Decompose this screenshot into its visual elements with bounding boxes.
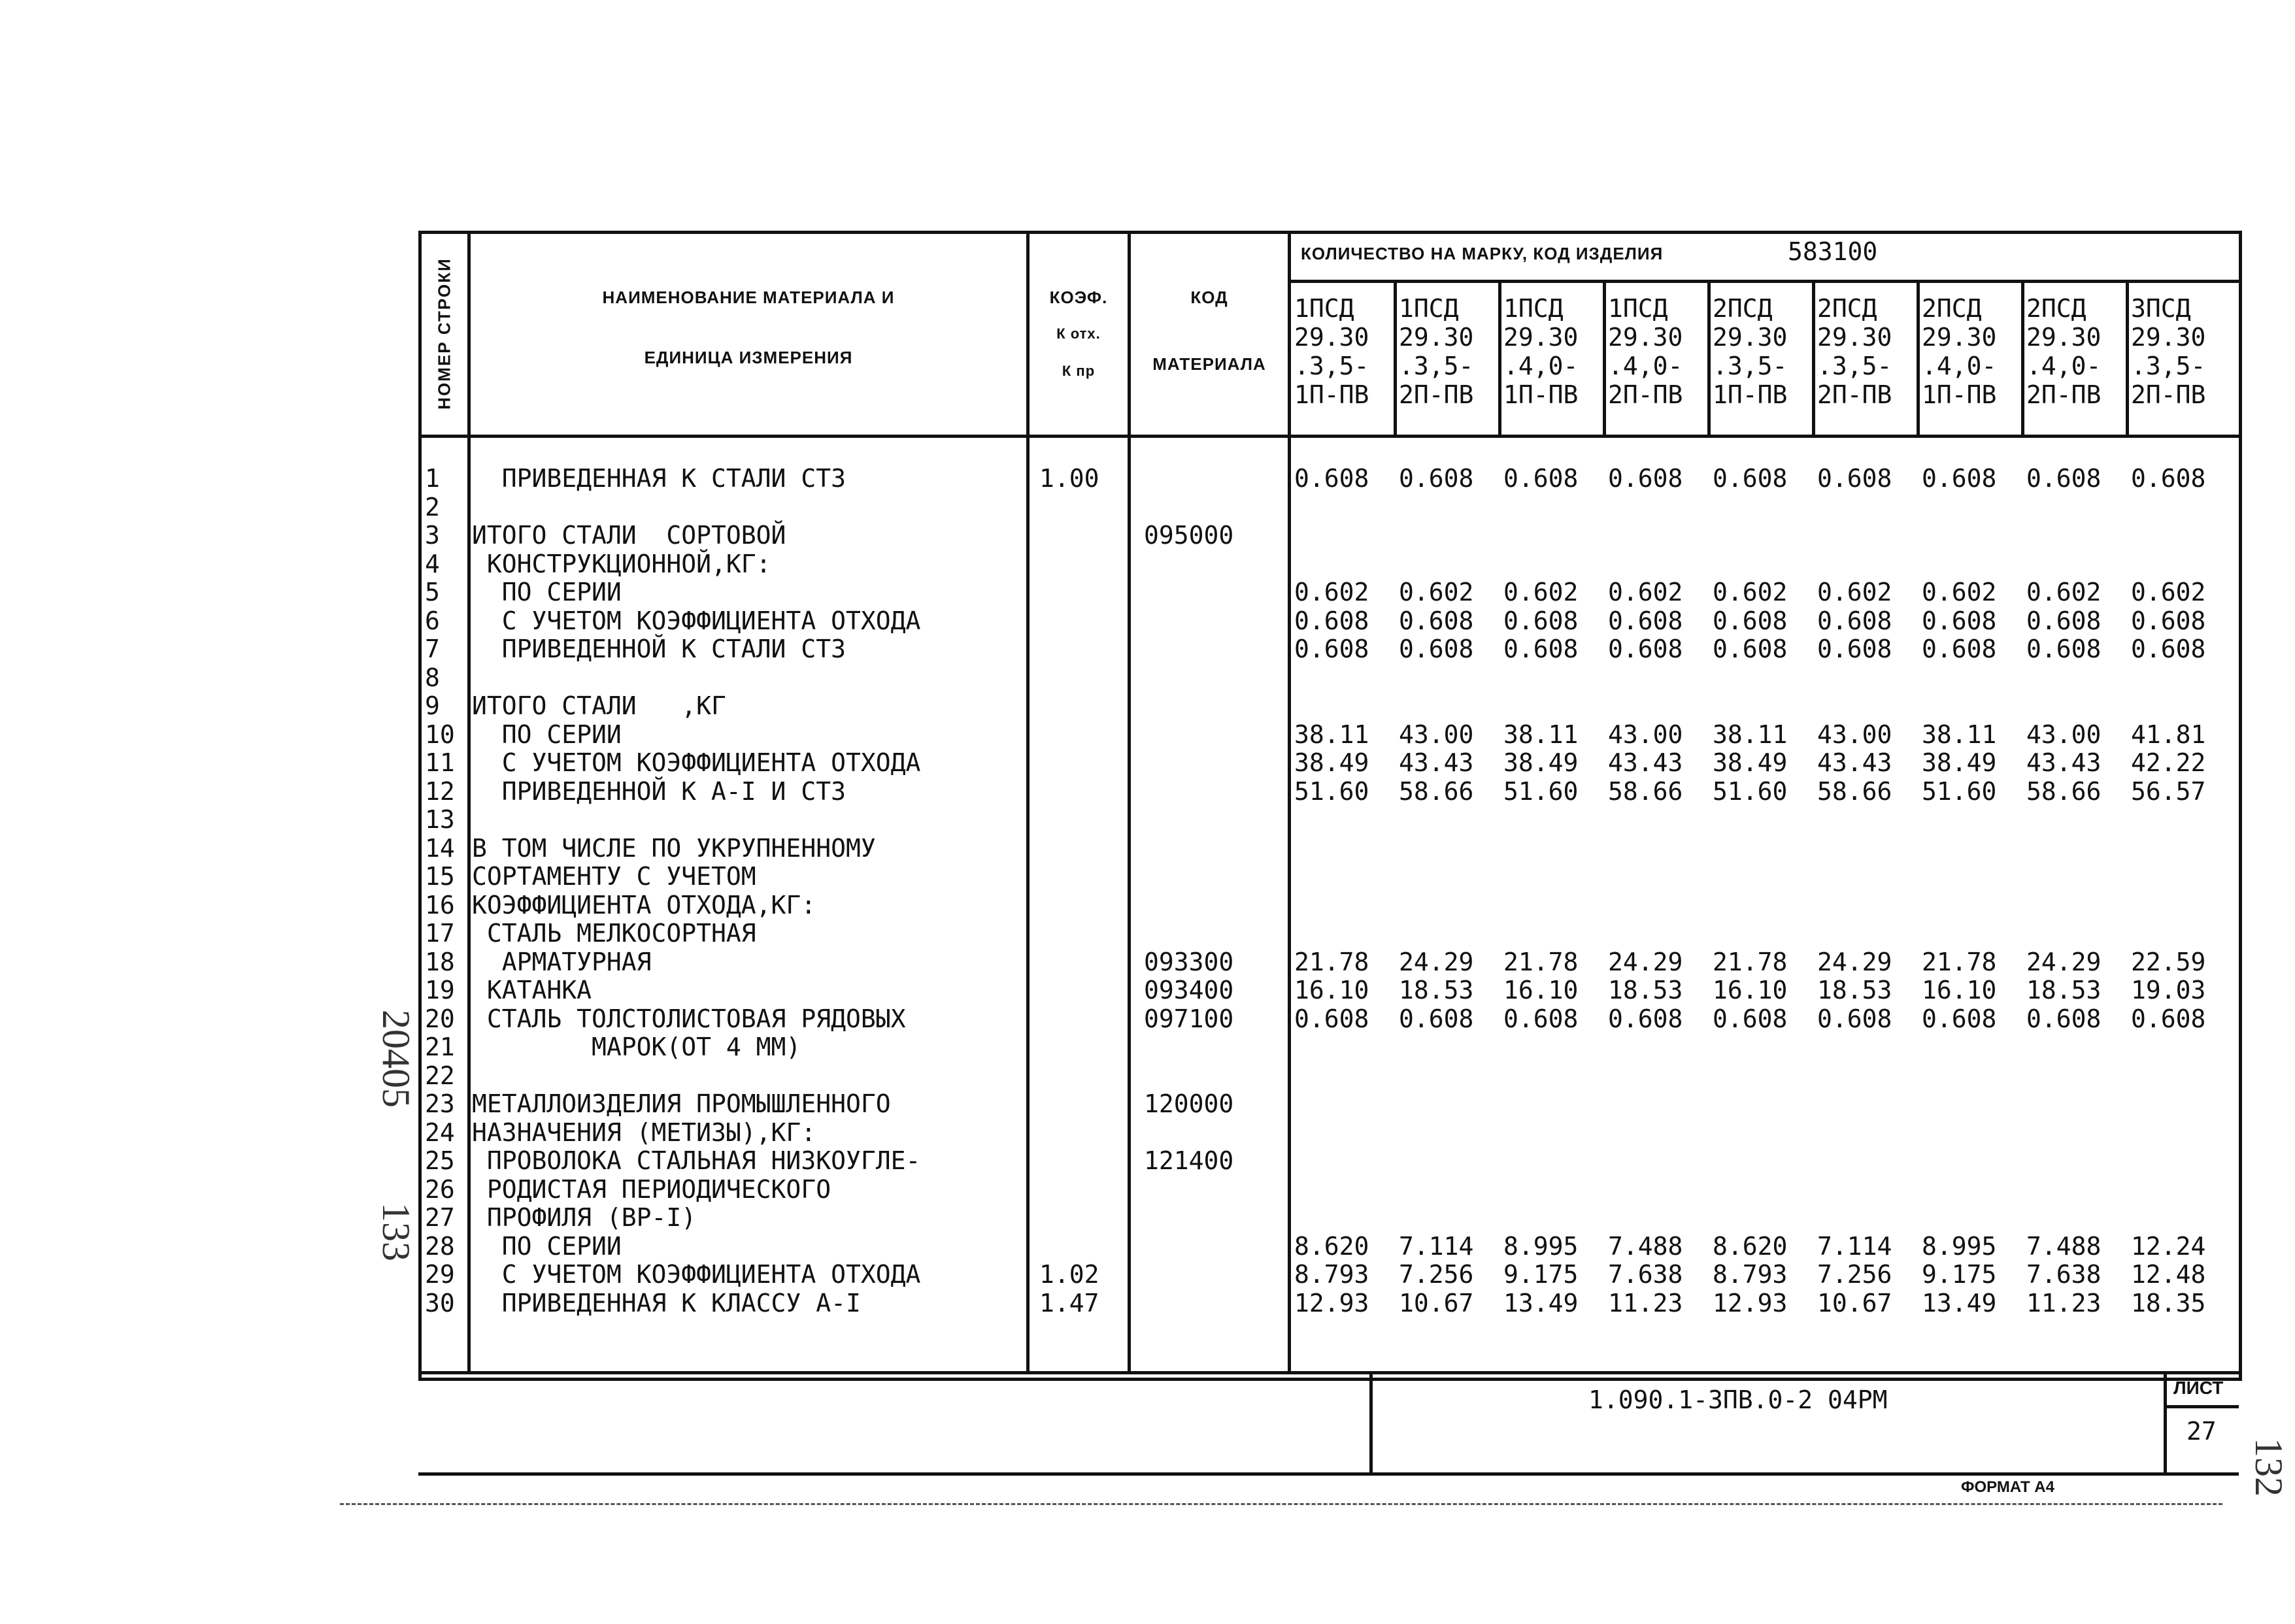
row-value: 10.67 (1817, 1288, 1892, 1317)
row-coef: 1.47 (1039, 1288, 1099, 1317)
row-number: 18 (425, 947, 455, 976)
row-name: МАРОК(ОТ 4 ММ) (472, 1033, 801, 1061)
header-code-line1: КОД (1190, 288, 1228, 307)
row-value: 0.608 (1817, 1004, 1892, 1033)
row-number: 7 (425, 635, 440, 663)
row-number: 17 (425, 919, 455, 948)
row-number: 10 (425, 720, 455, 749)
row-value: 38.49 (1922, 748, 1997, 777)
row-value: 51.60 (1713, 776, 1788, 806)
row-number: 30 (425, 1288, 455, 1317)
header-coef-line3: К пр (1062, 363, 1096, 379)
row-value: 38.11 (1713, 720, 1788, 749)
row-name: В ТОМ ЧИСЛЕ ПО УКРУПНЕННОМУ (472, 833, 876, 863)
row-value: 0.602 (2131, 578, 2206, 606)
row-value: 51.60 (1503, 776, 1579, 806)
row-number: 15 (425, 862, 455, 891)
row-value: 38.11 (1503, 720, 1579, 749)
row-name: МЕТАЛЛОИЗДЕЛИЯ ПРОМЫШЛЕННОГО (472, 1089, 891, 1118)
row-name: КАТАНКА (472, 976, 592, 1004)
header-row-number: НОМЕР СТРОКИ (434, 257, 454, 410)
mark-header: 1ПСД 29.30 .4,0- 1П-ПВ (1503, 294, 1579, 409)
row-value: 7.638 (2026, 1260, 2102, 1289)
row-code: 121400 (1144, 1146, 1234, 1175)
row-value: 0.602 (1399, 578, 1474, 606)
format-label: ФОРМАТ А4 (1961, 1478, 2054, 1496)
row-value: 0.608 (2026, 1004, 2102, 1033)
header-name-line2: ЕДИНИЦА ИЗМЕРЕНИЯ (644, 348, 853, 367)
row-value: 8.620 (1713, 1231, 1788, 1261)
row-value: 0.608 (2131, 635, 2206, 663)
col-divider-code (1288, 231, 1291, 1371)
mark-header: 3ПСД 29.30 .3,5- 2П-ПВ (2131, 294, 2206, 409)
row-value: 0.608 (1608, 1004, 1683, 1033)
row-value: 0.602 (1922, 578, 1997, 606)
row-value: 0.608 (1713, 1004, 1788, 1033)
row-name: ПО СЕРИИ (472, 1231, 622, 1261)
row-value: 38.11 (1922, 720, 1997, 749)
row-coef: 1.00 (1039, 464, 1099, 493)
row-value: 9.175 (1922, 1260, 1997, 1289)
header-name-line1: НАИМЕНОВАНИЕ МАТЕРИАЛА И (602, 288, 895, 307)
row-number: 26 (425, 1174, 455, 1204)
row-name: НАЗНАЧЕНИЯ (МЕТИЗЫ),КГ: (472, 1118, 816, 1147)
row-value: 0.608 (1399, 635, 1474, 663)
row-number: 5 (425, 578, 440, 606)
header-code-line2: МАТЕРИАЛА (1152, 354, 1266, 374)
row-value: 0.602 (1817, 578, 1892, 606)
row-value: 43.43 (2026, 748, 2102, 777)
row-number: 13 (425, 805, 455, 834)
stamp-bottom-rule (418, 1472, 2239, 1476)
margin-note-132: 132 (2247, 1438, 2290, 1497)
row-value: 8.995 (1503, 1231, 1579, 1261)
row-value: 24.29 (2026, 947, 2102, 976)
row-number: 16 (425, 890, 455, 920)
row-value: 21.78 (1294, 947, 1369, 976)
mark-col-divider (2021, 281, 2024, 435)
mark-col-divider (1603, 281, 1606, 435)
row-value: 0.602 (1294, 578, 1369, 606)
row-name: СОРТАМЕНТУ С УЧЕТОМ (472, 862, 756, 891)
row-value: 11.23 (2026, 1288, 2102, 1317)
row-code: 095000 (1144, 521, 1234, 550)
row-value: 0.608 (2026, 606, 2102, 635)
row-name: ПО СЕРИИ (472, 578, 622, 606)
mark-header: 2ПСД 29.30 .4,0- 2П-ПВ (2026, 294, 2102, 409)
row-value: 0.608 (1922, 635, 1997, 663)
row-number: 28 (425, 1231, 455, 1261)
row-value: 7.488 (1608, 1231, 1683, 1261)
row-value: 0.608 (1922, 464, 1997, 493)
row-value: 0.608 (1817, 635, 1892, 663)
row-value: 0.608 (1294, 635, 1369, 663)
row-value: 0.608 (2131, 606, 2206, 635)
row-value: 11.23 (1608, 1288, 1683, 1317)
row-value: 16.10 (1922, 976, 1997, 1004)
row-name: ПРИВЕДЕННАЯ К КЛАССУ А-I (472, 1288, 861, 1317)
row-value: 43.43 (1399, 748, 1474, 777)
row-value: 16.10 (1713, 976, 1788, 1004)
row-number: 23 (425, 1089, 455, 1118)
mark-col-divider (1394, 281, 1397, 435)
row-coef: 1.02 (1039, 1260, 1099, 1289)
row-number: 1 (425, 464, 440, 493)
row-number: 24 (425, 1118, 455, 1147)
row-name: АРМАТУРНАЯ (472, 947, 652, 976)
row-name: С УЧЕТОМ КОЭФФИЦИЕНТА ОТХОДА (472, 606, 921, 635)
row-value: 58.66 (1608, 776, 1683, 806)
row-value: 43.43 (1608, 748, 1683, 777)
row-name: ПРИВЕДЕННАЯ К СТАЛИ СТ3 (472, 464, 846, 493)
row-value: 0.608 (1922, 606, 1997, 635)
row-value: 0.608 (1503, 606, 1579, 635)
stamp-divider-right (2164, 1371, 2167, 1476)
row-value: 21.78 (1503, 947, 1579, 976)
col-divider-coef (1128, 231, 1131, 1371)
row-number: 14 (425, 833, 455, 863)
row-code: 093300 (1144, 947, 1234, 976)
row-code: 097100 (1144, 1004, 1234, 1033)
row-value: 8.620 (1294, 1231, 1369, 1261)
header-qty-code: 583100 (1788, 237, 1878, 266)
row-value: 18.53 (1399, 976, 1474, 1004)
row-value: 8.995 (1922, 1231, 1997, 1261)
header-coef-line1: КОЭФ. (1049, 288, 1108, 307)
row-name: С УЧЕТОМ КОЭФФИЦИЕНТА ОТХОДА (472, 1260, 921, 1289)
row-value: 0.602 (1503, 578, 1579, 606)
row-value: 43.00 (1399, 720, 1474, 749)
row-number: 21 (425, 1033, 455, 1061)
row-value: 24.29 (1817, 947, 1892, 976)
row-name: ПРИВЕДЕННОЙ К А-I И СТ3 (472, 776, 846, 806)
row-number: 2 (425, 492, 440, 522)
row-name: РОДИСТАЯ ПЕРИОДИЧЕСКОГО (472, 1174, 831, 1204)
row-value: 58.66 (1817, 776, 1892, 806)
mark-header: 2ПСД 29.30 .4,0- 1П-ПВ (1922, 294, 1997, 409)
row-value: 0.608 (1399, 606, 1474, 635)
row-value: 51.60 (1922, 776, 1997, 806)
row-value: 22.59 (2131, 947, 2206, 976)
row-value: 43.43 (1817, 748, 1892, 777)
row-value: 0.608 (1294, 1004, 1369, 1033)
row-value: 51.60 (1294, 776, 1369, 806)
row-value: 18.53 (2026, 976, 2102, 1004)
row-number: 25 (425, 1146, 455, 1175)
row-number: 19 (425, 976, 455, 1004)
margin-note-20405: 20405 (375, 1010, 418, 1108)
sheet-number: 27 (2186, 1417, 2217, 1446)
row-value: 13.49 (1503, 1288, 1579, 1317)
row-value: 13.49 (1922, 1288, 1997, 1317)
stamp-sheet-rule (2164, 1405, 2239, 1408)
row-value: 0.608 (1503, 635, 1579, 663)
row-value: 0.602 (1608, 578, 1683, 606)
row-value: 0.602 (2026, 578, 2102, 606)
row-value: 38.11 (1294, 720, 1369, 749)
row-value: 8.793 (1713, 1260, 1788, 1289)
row-name: КОЭФФИЦИЕНТА ОТХОДА,КГ: (472, 890, 816, 920)
mark-col-divider (2126, 281, 2129, 435)
row-name: ИТОГО СТАЛИ ,КГ (472, 691, 726, 720)
row-number: 3 (425, 521, 440, 550)
row-value: 18.35 (2131, 1288, 2206, 1317)
mark-header: 1ПСД 29.30 .4,0- 2П-ПВ (1608, 294, 1683, 409)
row-value: 41.81 (2131, 720, 2206, 749)
mark-header: 2ПСД 29.30 .3,5- 2П-ПВ (1817, 294, 1892, 409)
row-name: СТАЛЬ ТОЛСТОЛИСТОВАЯ РЯДОВЫХ (472, 1004, 906, 1033)
row-value: 0.608 (1713, 606, 1788, 635)
row-value: 0.608 (1713, 635, 1788, 663)
row-code: 093400 (1144, 976, 1234, 1004)
row-value: 0.608 (1608, 606, 1683, 635)
row-value: 7.256 (1817, 1260, 1892, 1289)
header-bottom-rule (418, 435, 2239, 438)
mark-header: 1ПСД 29.30 .3,5- 1П-ПВ (1294, 294, 1369, 409)
row-value: 7.114 (1817, 1231, 1892, 1261)
stamp-top-rule (418, 1371, 2239, 1374)
mark-header: 2ПСД 29.30 .3,5- 1П-ПВ (1713, 294, 1788, 409)
row-value: 10.67 (1399, 1288, 1474, 1317)
row-value: 58.66 (2026, 776, 2102, 806)
row-name: ПРОВОЛОКА СТАЛЬНАЯ НИЗКОУГЛЕ- (472, 1146, 921, 1175)
row-number: 6 (425, 606, 440, 635)
row-value: 43.00 (1817, 720, 1892, 749)
row-name: С УЧЕТОМ КОЭФФИЦИЕНТА ОТХОДА (472, 748, 921, 777)
row-value: 56.57 (2131, 776, 2206, 806)
row-value: 9.175 (1503, 1260, 1579, 1289)
row-number: 27 (425, 1203, 455, 1232)
row-value: 0.602 (1713, 578, 1788, 606)
row-value: 21.78 (1713, 947, 1788, 976)
row-value: 16.10 (1503, 976, 1579, 1004)
row-name: ИТОГО СТАЛИ СОРТОВОЙ (472, 521, 786, 550)
row-code: 120000 (1144, 1089, 1234, 1118)
row-value: 0.608 (1399, 1004, 1474, 1033)
row-name: ПРИВЕДЕННОЙ К СТАЛИ СТ3 (472, 635, 846, 663)
row-value: 7.488 (2026, 1231, 2102, 1261)
row-value: 43.00 (2026, 720, 2102, 749)
row-number: 11 (425, 748, 455, 777)
row-value: 43.00 (1608, 720, 1683, 749)
row-value: 0.608 (1294, 606, 1369, 635)
row-value: 0.608 (2026, 635, 2102, 663)
row-value: 7.114 (1399, 1231, 1474, 1261)
row-number: 20 (425, 1004, 455, 1033)
row-value: 0.608 (1817, 464, 1892, 493)
row-value: 0.608 (1503, 1004, 1579, 1033)
row-name: КОНСТРУКЦИОННОЙ,КГ: (472, 549, 771, 578)
row-value: 16.10 (1294, 976, 1369, 1004)
margin-note-133: 133 (375, 1202, 418, 1261)
row-value: 7.638 (1608, 1260, 1683, 1289)
row-number: 9 (425, 691, 440, 720)
row-value: 12.24 (2131, 1231, 2206, 1261)
row-value: 12.93 (1713, 1288, 1788, 1317)
mark-col-divider (1498, 281, 1501, 435)
mark-col-divider (1917, 281, 1920, 435)
row-value: 8.793 (1294, 1260, 1369, 1289)
row-number: 4 (425, 549, 440, 578)
row-value: 7.256 (1399, 1260, 1474, 1289)
row-value: 18.53 (1608, 976, 1683, 1004)
col-divider-name (1026, 231, 1030, 1371)
row-value: 18.53 (1817, 976, 1892, 1004)
stamp-divider-left (1369, 1371, 1373, 1476)
mark-col-divider (1707, 281, 1711, 435)
row-value: 0.608 (1294, 464, 1369, 493)
row-value: 24.29 (1608, 947, 1683, 976)
mark-header: 1ПСД 29.30 .3,5- 2П-ПВ (1399, 294, 1474, 409)
bottom-dashed-rule (340, 1503, 2222, 1505)
row-value: 0.608 (2026, 464, 2102, 493)
row-value: 38.49 (1294, 748, 1369, 777)
row-value: 12.93 (1294, 1288, 1369, 1317)
row-value: 0.608 (1608, 635, 1683, 663)
mark-col-divider (1812, 281, 1815, 435)
header-qty-label: КОЛИЧЕСТВО НА МАРКУ, КОД ИЗДЕЛИЯ (1301, 244, 1664, 263)
row-value: 0.608 (1922, 1004, 1997, 1033)
row-value: 0.608 (1713, 464, 1788, 493)
sheet-label: ЛИСТ (2173, 1378, 2224, 1398)
doc-code: 1.090.1-3ПВ.0-2 04РМ (1588, 1385, 1888, 1414)
row-number: 8 (425, 663, 440, 692)
row-value: 42.22 (2131, 748, 2206, 777)
qty-header-rule (1291, 280, 2239, 283)
header-coef-line2: К отх. (1056, 325, 1101, 342)
row-value: 0.608 (1608, 464, 1683, 493)
row-value: 38.49 (1713, 748, 1788, 777)
row-value: 24.29 (1399, 947, 1474, 976)
row-value: 12.48 (2131, 1260, 2206, 1289)
row-value: 58.66 (1399, 776, 1474, 806)
row-name: ПО СЕРИИ (472, 720, 622, 749)
row-value: 0.608 (1817, 606, 1892, 635)
row-value: 0.608 (1503, 464, 1579, 493)
row-value: 21.78 (1922, 947, 1997, 976)
row-value: 19.03 (2131, 976, 2206, 1004)
row-value: 0.608 (2131, 1004, 2206, 1033)
row-value: 0.608 (2131, 464, 2206, 493)
row-name: ПРОФИЛЯ (ВР-I) (472, 1203, 697, 1232)
row-name: СТАЛЬ МЕЛКОСОРТНАЯ (472, 919, 756, 948)
row-number: 22 (425, 1061, 455, 1090)
row-value: 38.49 (1503, 748, 1579, 777)
row-number: 12 (425, 776, 455, 806)
row-number: 29 (425, 1260, 455, 1289)
row-value: 0.608 (1399, 464, 1474, 493)
